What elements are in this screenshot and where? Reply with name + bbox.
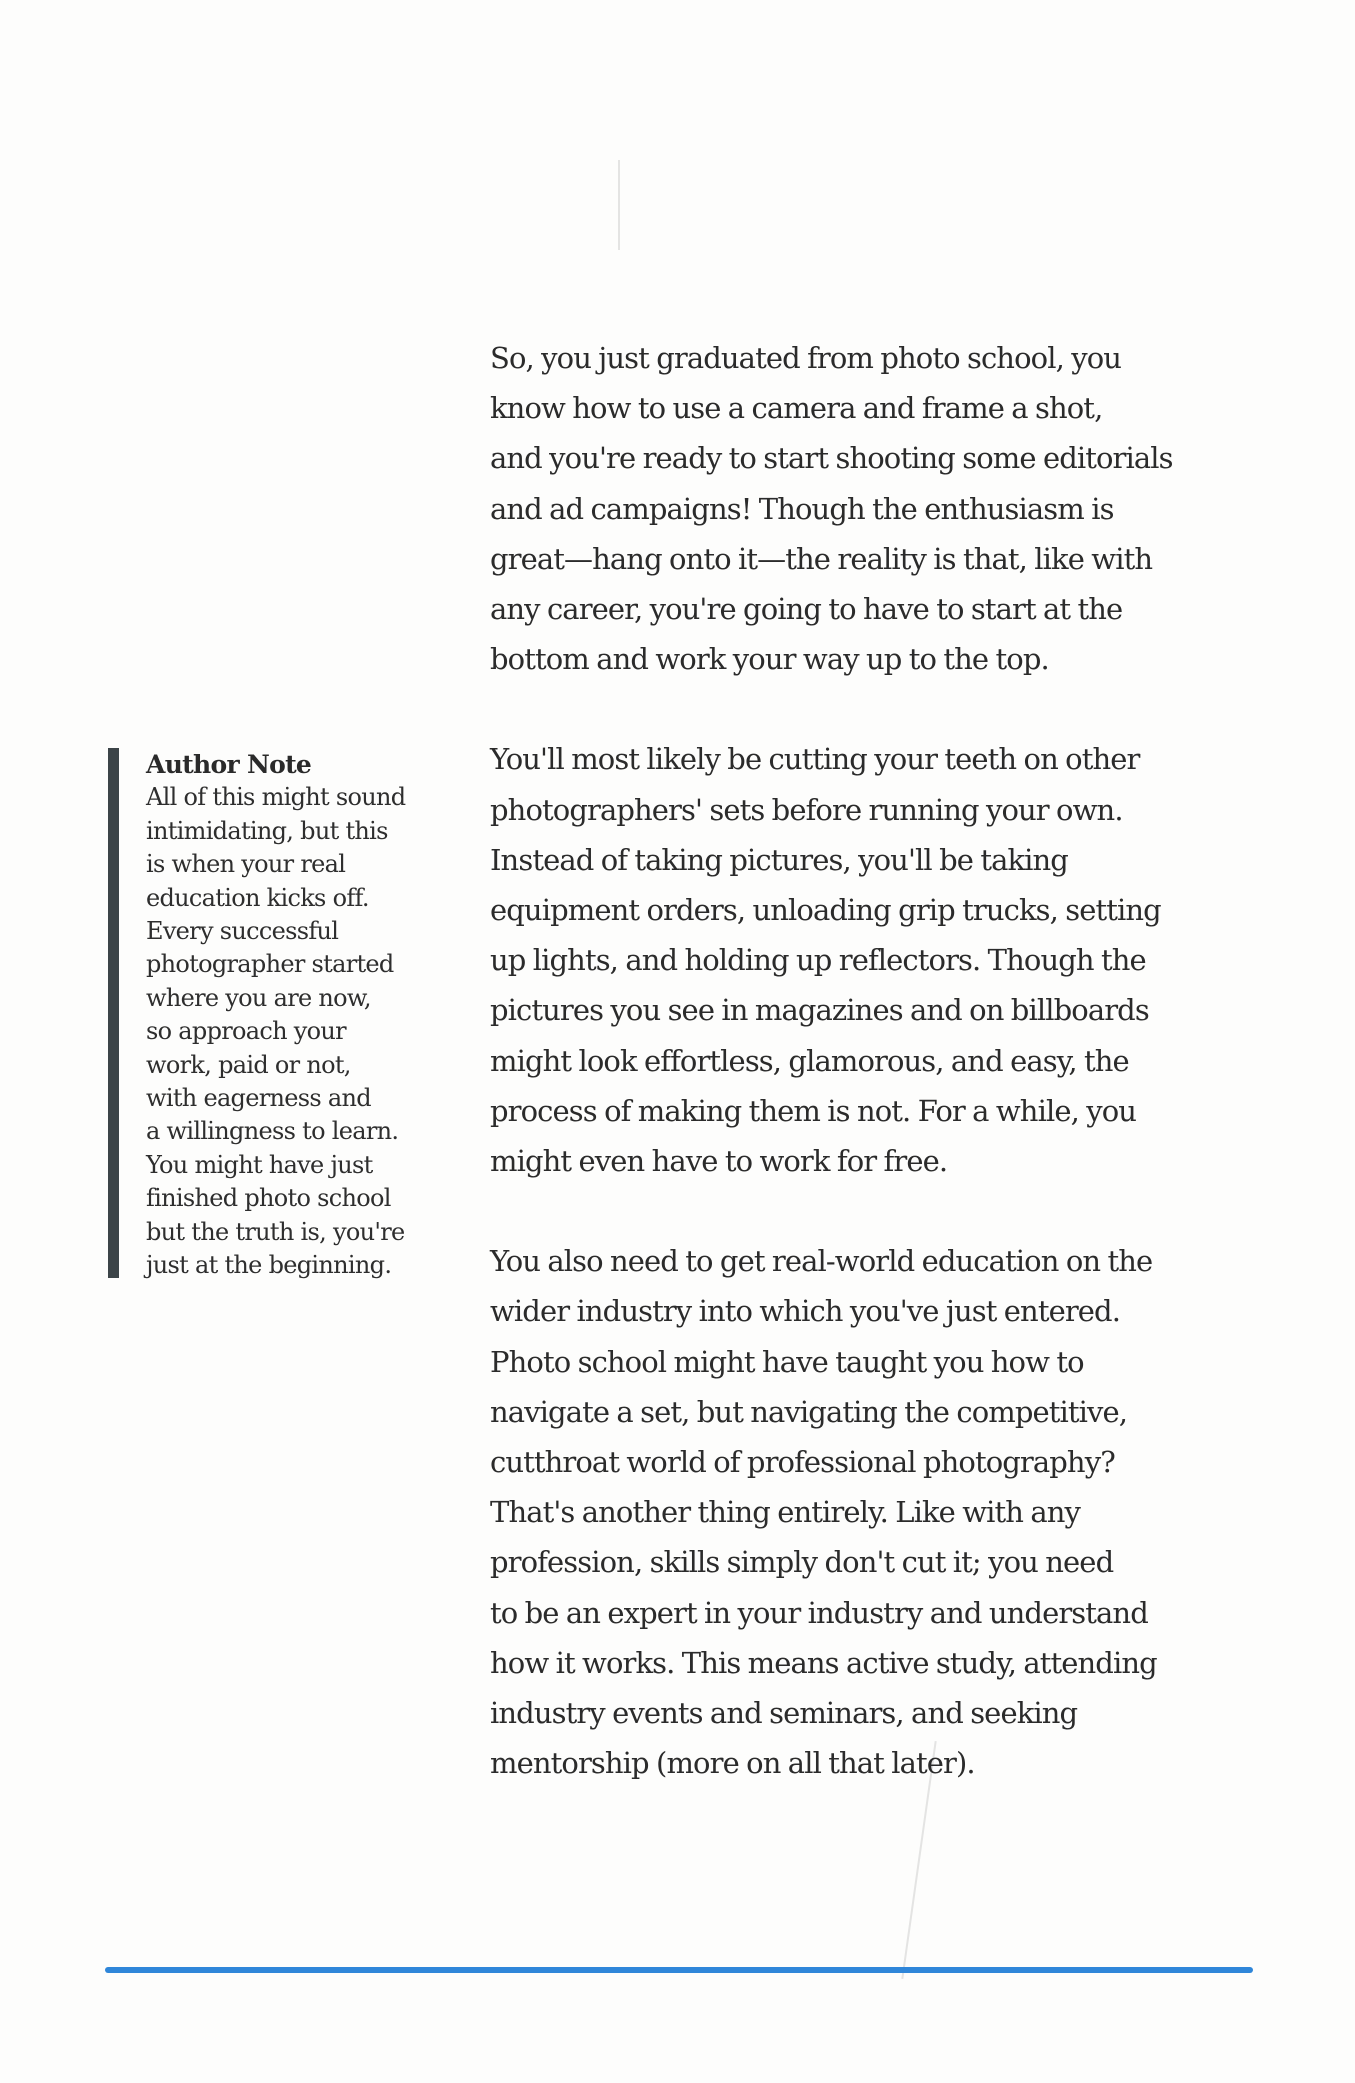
- author-note-line: You might have just: [146, 1150, 373, 1179]
- text-line: equipment orders, unloading grip trucks, setting: [490, 893, 1161, 928]
- text-line: how it works. This means active study, attending: [490, 1645, 1157, 1680]
- author-note-text: [146, 748, 446, 1283]
- author-note-line: just at the beginning.: [146, 1251, 392, 1280]
- text-line: any career, you're going to have to start at the: [490, 592, 1123, 627]
- author-note-line: photographer started: [146, 950, 394, 979]
- text-line: You'll most likely be cutting your teeth on other: [490, 742, 1140, 777]
- text-line: and ad campaigns! Though the enthusiasm is: [490, 491, 1114, 526]
- scan-artifact: [618, 160, 620, 250]
- text-line: pictures you see in magazines and on billboards: [490, 993, 1149, 1028]
- body-paragraph-3: [490, 1236, 1250, 1788]
- text-line: You also need to get real-world education on the: [490, 1244, 1153, 1279]
- text-line: might even have to work for free.: [490, 1144, 948, 1179]
- author-note-sidebar: [108, 748, 448, 1278]
- text-line: process of making them is not. For a while, you: [490, 1093, 1137, 1128]
- sidebar-accent-bar: [108, 748, 119, 1278]
- author-note-line: with eagerness and: [146, 1084, 371, 1113]
- main-body-text: [490, 333, 1250, 1788]
- text-line: and you're ready to start shooting some editorials: [490, 441, 1173, 476]
- author-note-line: All of this might sound: [146, 783, 406, 812]
- author-note-line: so approach your: [146, 1017, 346, 1046]
- author-note-line: intimidating, but this: [146, 816, 388, 845]
- text-line: bottom and work your way up to the top.: [490, 642, 1049, 677]
- author-note-title: Author Note: [146, 750, 312, 779]
- text-line: navigate a set, but navigating the competitive,: [490, 1394, 1128, 1429]
- text-line: That's another thing entirely. Like with any: [490, 1495, 1081, 1530]
- text-line: Instead of taking pictures, you'll be taking: [490, 842, 1068, 877]
- text-line: great—hang onto it—the reality is that, like with: [490, 541, 1153, 576]
- text-line: might look effortless, glamorous, and easy, the: [490, 1043, 1129, 1078]
- author-note-line: Every successful: [146, 917, 339, 946]
- author-note-line: but the truth is, you're: [146, 1217, 405, 1246]
- author-note-line: is when your real: [146, 850, 346, 879]
- text-line: So, you just graduated from photo school, you: [490, 341, 1122, 375]
- text-line: photographers' sets before running your own.: [490, 792, 1123, 827]
- text-line: industry events and seminars, and seeking: [490, 1696, 1078, 1731]
- body-paragraph-2: [490, 734, 1250, 1186]
- body-paragraph-1: [490, 333, 1250, 684]
- author-note-line: work, paid or not,: [146, 1050, 351, 1079]
- text-line: cutthroat world of professional photography?: [490, 1445, 1115, 1480]
- text-line: wider industry into which you've just entered.: [490, 1294, 1121, 1329]
- text-line: mentorship (more on all that later).: [490, 1746, 975, 1781]
- author-note-line: where you are now,: [146, 983, 371, 1012]
- footer-blue-rule: [105, 1967, 1253, 1973]
- author-note-line: finished photo school: [146, 1184, 391, 1213]
- text-line: Photo school might have taught you how to: [490, 1344, 1084, 1379]
- text-line: know how to use a camera and frame a shot,: [490, 391, 1103, 426]
- text-line: profession, skills simply don't cut it; you need: [490, 1545, 1114, 1580]
- author-note-line: education kicks off.: [146, 883, 369, 912]
- text-line: up lights, and holding up reflectors. Though the: [490, 943, 1146, 978]
- author-note-line: a willingness to learn.: [146, 1117, 399, 1146]
- text-line: to be an expert in your industry and understand: [490, 1595, 1148, 1630]
